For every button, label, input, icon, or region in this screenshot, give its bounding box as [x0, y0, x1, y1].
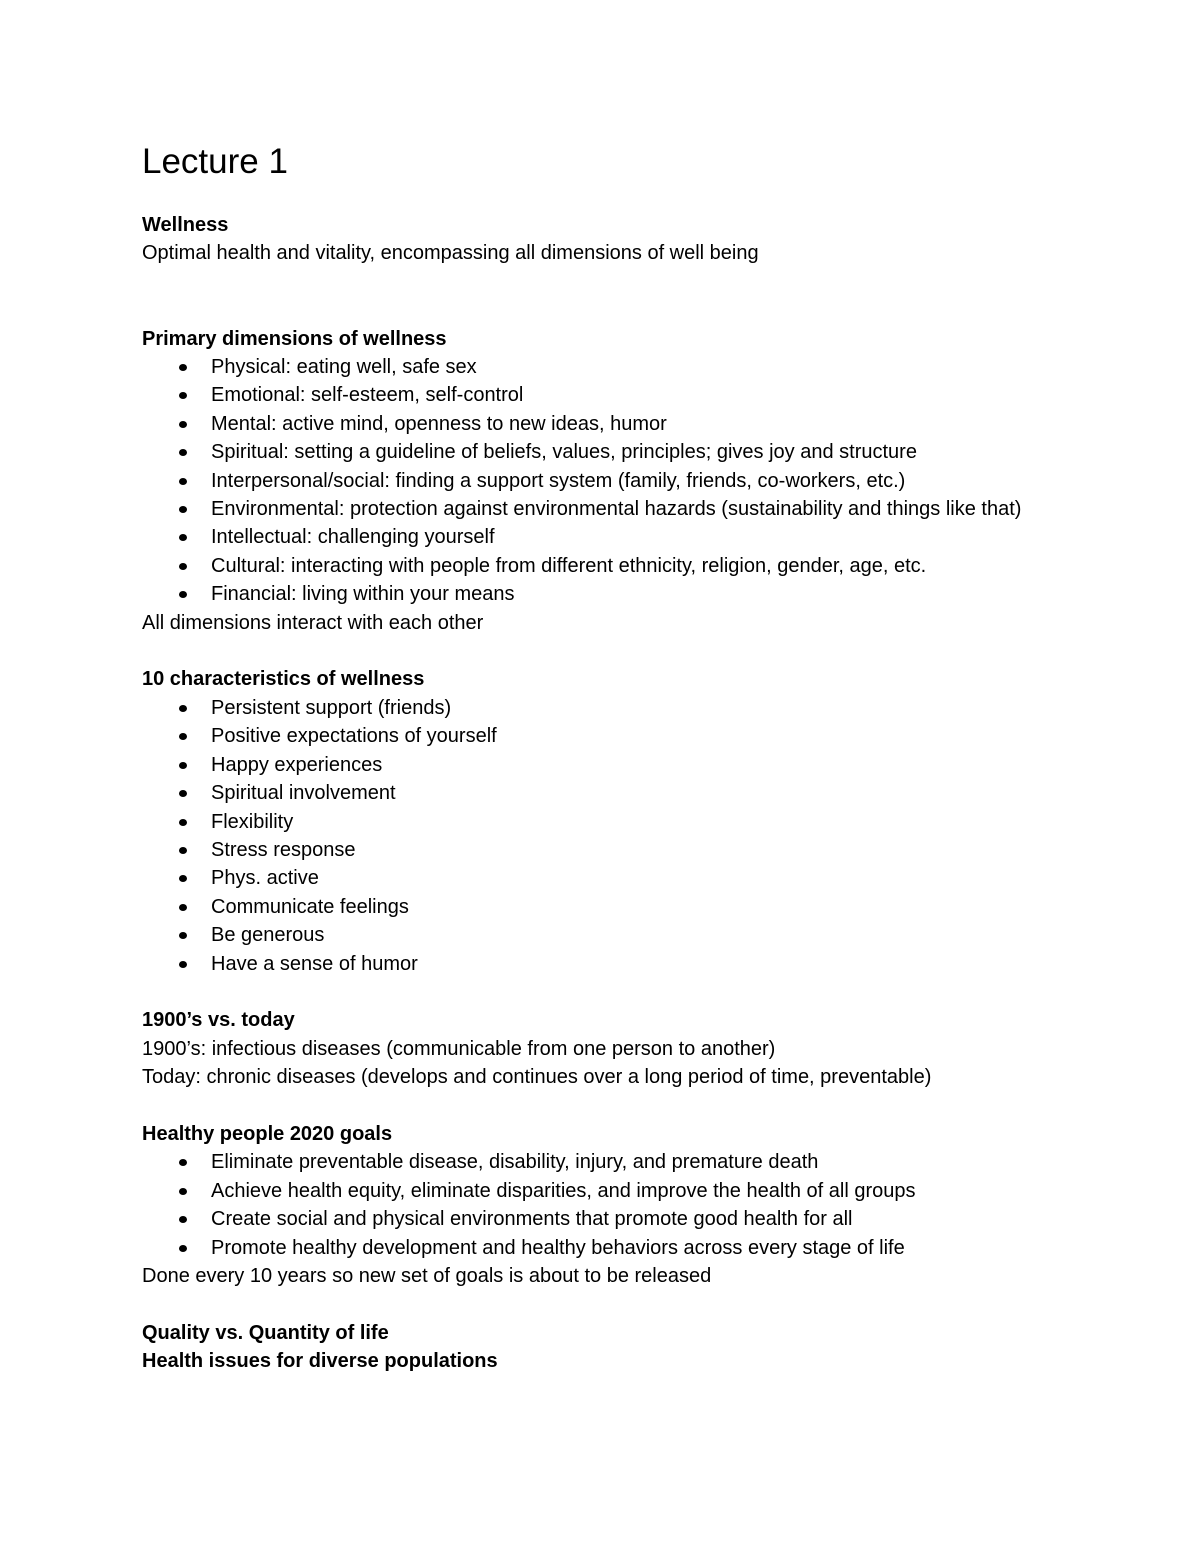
spacer	[142, 268, 1062, 325]
bullet-icon	[179, 591, 187, 598]
bullet-icon	[179, 364, 187, 371]
list-item-text: Interpersonal/social: finding a support system (family, friends, co-workers, etc.)	[211, 469, 906, 492]
list-item	[142, 1205, 1062, 1233]
spacer	[142, 978, 1062, 1006]
bullet-icon	[179, 790, 187, 797]
list-item-text: Communicate feelings	[211, 895, 409, 918]
bullet-icon	[179, 421, 187, 428]
list-item-text: Have a sense of humor	[211, 952, 418, 975]
list-item-text: Mental: active mind, openness to new ideas, humor	[211, 412, 667, 435]
list-item	[142, 751, 1062, 779]
section-heading-healthy-people-2020: Healthy people 2020 goals	[142, 1122, 393, 1145]
list-item-text: Persistent support (friends)	[211, 696, 452, 719]
list-item	[142, 495, 1062, 523]
spacer	[142, 1092, 1062, 1120]
list-item	[142, 950, 1062, 978]
document-page	[142, 140, 1062, 1376]
list-item-text: Phys. active	[211, 867, 319, 890]
bullet-icon	[179, 875, 187, 882]
section-heading-primary-dimensions: Primary dimensions of wellness	[142, 327, 447, 350]
list-item	[142, 467, 1062, 495]
bullet-icon	[179, 819, 187, 826]
bullet-icon	[179, 1188, 187, 1195]
list-item-text: Spiritual involvement	[211, 782, 396, 805]
list-item-text: Flexibility	[211, 810, 294, 833]
list-item	[142, 1148, 1062, 1176]
list-item-text: Spiritual: setting a guideline of beliefs, values, principles; gives joy and structure	[211, 441, 917, 464]
bullet-icon	[179, 932, 187, 939]
section-heading-1900s-vs-today: 1900’s vs. today	[142, 1009, 295, 1032]
list-item-text: Eliminate preventable disease, disability, injury, and premature death	[211, 1151, 819, 1174]
list-item-text: Environmental: protection against environmental hazards (sustainability and things like that)	[211, 498, 1022, 521]
list-item	[142, 410, 1062, 438]
section-heading-characteristics: 10 characteristics of wellness	[142, 668, 425, 691]
list-item	[142, 722, 1062, 750]
list-item	[142, 1177, 1062, 1205]
bullet-icon	[179, 733, 187, 740]
section-heading-wellness: Wellness	[142, 214, 229, 236]
bullet-icon	[179, 705, 187, 712]
spacer	[142, 1290, 1062, 1318]
list-item	[142, 893, 1062, 921]
bullet-icon	[179, 449, 187, 456]
wellness-definition: Optimal health and vitality, encompassing all dimensions of well being	[142, 242, 759, 265]
bullet-icon	[179, 563, 187, 570]
bullet-icon	[179, 904, 187, 911]
list-item	[142, 921, 1062, 949]
list-item-text: Stress response	[211, 838, 356, 861]
era-line-1900s: 1900’s: infectious diseases (communicable from one person to another)	[142, 1037, 776, 1060]
bullet-icon	[179, 506, 187, 513]
page-title: Lecture 1	[142, 142, 288, 181]
list-item-text: Be generous	[211, 924, 325, 947]
characteristics-list	[142, 694, 1062, 978]
dimensions-note: All dimensions interact with each other	[142, 611, 484, 634]
bullet-icon	[179, 1159, 187, 1166]
bullet-icon	[179, 392, 187, 399]
list-item	[142, 694, 1062, 722]
list-item	[142, 381, 1062, 409]
bullet-icon	[179, 961, 187, 968]
goals-note: Done every 10 years so new set of goals is about to be released	[142, 1264, 712, 1287]
list-item	[142, 864, 1062, 892]
list-item	[142, 353, 1062, 381]
section-heading-quality-vs-quantity: Quality vs. Quantity of life	[142, 1321, 389, 1344]
bullet-icon	[179, 534, 187, 541]
list-item	[142, 580, 1062, 608]
bullet-icon	[179, 478, 187, 485]
list-item-text: Cultural: interacting with people from different ethnicity, religion, gender, age, etc.	[211, 554, 927, 577]
goals-list	[142, 1148, 1062, 1262]
bullet-icon	[179, 1245, 187, 1252]
list-item-text: Physical: eating well, safe sex	[211, 356, 477, 379]
list-item	[142, 779, 1062, 807]
list-item-text: Achieve health equity, eliminate disparities, and improve the health of all groups	[211, 1179, 916, 1202]
list-item	[142, 836, 1062, 864]
list-item-text: Promote healthy development and healthy behaviors across every stage of life	[211, 1236, 905, 1259]
list-item	[142, 552, 1062, 580]
era-line-today: Today: chronic diseases (develops and continues over a long period of time, preventable)	[142, 1066, 932, 1089]
list-item-text: Emotional: self-esteem, self-control	[211, 384, 524, 407]
list-item	[142, 808, 1062, 836]
bullet-icon	[179, 1216, 187, 1223]
list-item-text: Happy experiences	[211, 753, 383, 776]
list-item	[142, 1234, 1062, 1262]
primary-dimensions-list	[142, 353, 1062, 609]
list-item-text: Positive expectations of yourself	[211, 725, 497, 748]
bullet-icon	[179, 847, 187, 854]
list-item	[142, 438, 1062, 466]
list-item-text: Intellectual: challenging yourself	[211, 526, 495, 549]
list-item-text: Financial: living within your means	[211, 583, 515, 606]
list-item-text: Create social and physical environments that promote good health for all	[211, 1208, 853, 1231]
bullet-icon	[179, 762, 187, 769]
list-item	[142, 523, 1062, 551]
section-heading-diverse-populations: Health issues for diverse populations	[142, 1350, 498, 1373]
spacer	[142, 637, 1062, 665]
